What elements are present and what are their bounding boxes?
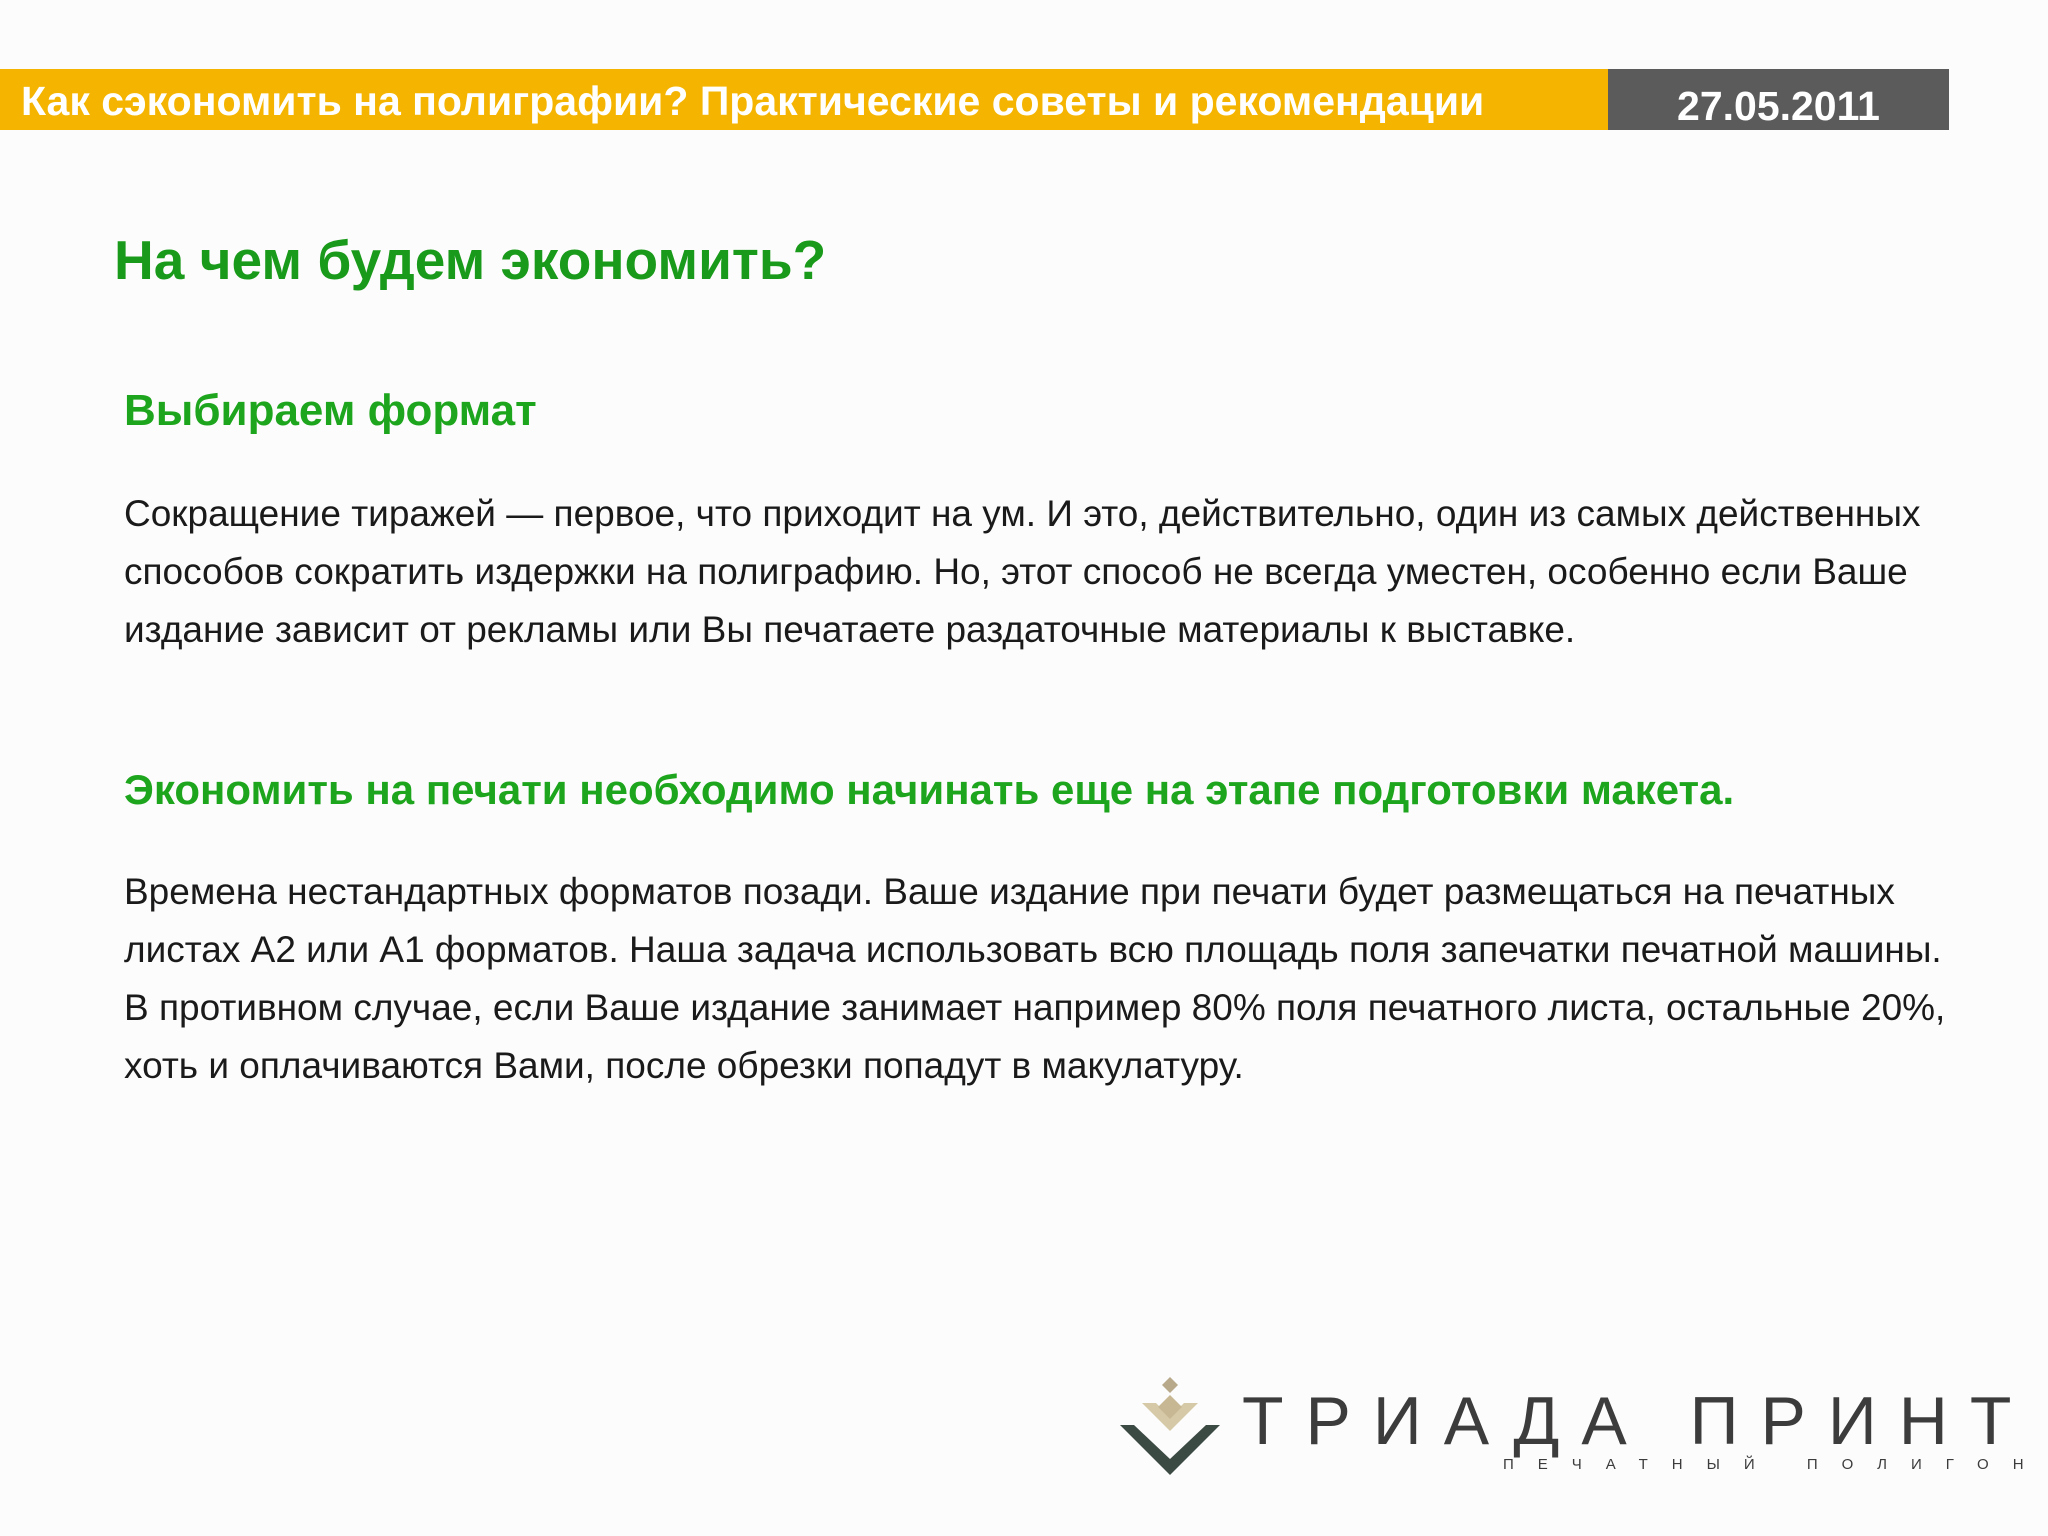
slide-title: На чем будем экономить? bbox=[114, 229, 827, 291]
header-date: 27.05.2011 bbox=[1677, 83, 1880, 129]
triada-diamond-icon bbox=[1120, 1375, 1220, 1475]
section-heading: Выбираем формат bbox=[124, 386, 537, 435]
paragraph-layout: Времена нестандартных форматов позади. Ваше издание при печати будет размещаться на печатных листах А2 или А1 форматов. Наша задача использовать всю площадь поля запечатки печатной машины. В противном случае, если Ваше издание занимает например 80% поля печатного листа, остальные 20%, хоть и оплачиваются Вами, после обрезки попадут в макулатуру. bbox=[124, 871, 1946, 1086]
logo-tagline: ПЕЧАТНЫЙ ПОЛИГОН bbox=[1503, 1456, 2048, 1473]
paragraph-format: Сокращение тиражей — первое, что приходит на ум. И это, действительно, один из самых действенных способов сократить издержки на полиграфию. Но, этот способ не всегда уместен, особенно если Ваше издание зависит от рекламы или Вы печатаете раздаточные материалы к выставке. bbox=[124, 493, 1921, 650]
logo-name: ТРИАДА ПРИНТ bbox=[1242, 1383, 2034, 1459]
emphasis-statement: Экономить на печати необходимо начинать еще на этапе подготовки макета. bbox=[124, 766, 1735, 813]
header-title: Как сэкономить на полиграфии? Практические советы и рекомендации bbox=[21, 78, 1485, 124]
